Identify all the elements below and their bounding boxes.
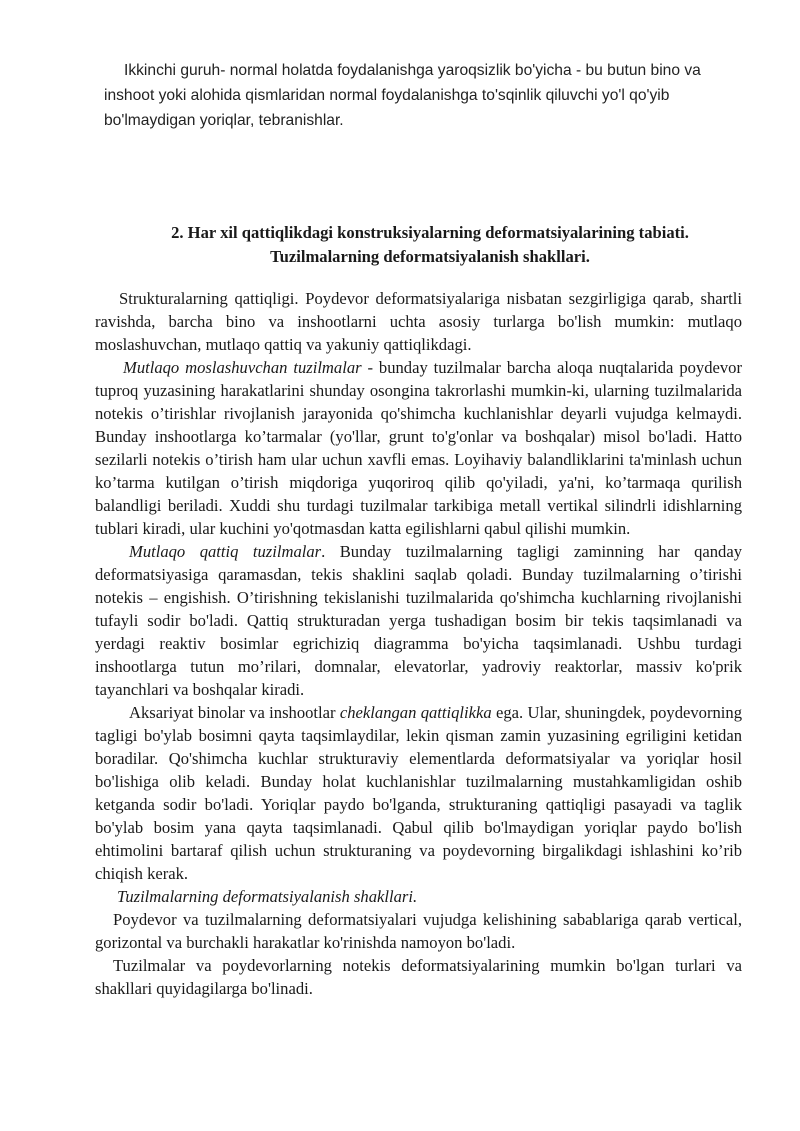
term-flexible-structures: Mutlaqo moslashuvchan tuzilmalar — [123, 358, 362, 377]
paragraph-rigid-text: . Bunday tuzilmalarning tagligi zaminning har qanday deformatsiyasiga qaramasdan, tekis shaklini saqlab qoladi. Bunday tuzilmalarning o’tirishi notekis – engishish. O’tirishning tekislanishi tuzilmalarida qo'shimcha kuchlarning rivojlanishi tufayli sodir bo'ladi. Qattiq strukturadan yerga tushadigan bosim bir tekis taqsimlanadi va yerdagi reaktiv bosimlar egrichiziq diagramma bo'yicha taqsimlanadi. Ushbu turdagi inshootlarga tutun mo’rilari, domnalar, elevatorlar, yadroviy reaktorlar, massiv ko'prik tayanchlari va boshqalar kiradi. — [95, 542, 743, 699]
section-heading-line-2: Tuzilmalarning deformatsiyalanish shakllari. — [270, 247, 590, 266]
paragraph-deformation-forms-title — [95, 885, 742, 908]
paragraph-limited-text: ega. Ular, shuningdek, poydevorning tagligi bo'ylab bosimni qayta taqsimlaydilar, lekin qisman zamin yuzasining egriligini ketidan boradilar. Qo'shimcha kuchlar strukturaviy elementlarda deformatsiyalar va yoriqlar hosil bo'lishiga olib keladi. Bunday holat kuchlanishlar tuzilmalarning mustahkamligidan oshib ketganda sodir bo'ladi. Yoriqlar paydo bo'lganda, strukturaning qattiqligi pasayadi va taglik bo'ylab bosim yana qayta taqsimlanadi. Qabul qilib bo'lmaydigan yoriqlar paydo bo'lish ehtimolini bartaraf qilish uchun strukturaning va poydevorning birgalikdagi ishlashini ko’rib chiqish kerak. — [95, 703, 743, 883]
term-deformation-forms: Tuzilmalarning deformatsiyalanish shakllari. — [117, 887, 418, 906]
paragraph-rigid-structures — [95, 540, 742, 701]
paragraph-flexible-structures — [95, 356, 742, 540]
paragraph-rigidity: Strukturalarning qattiqligi. Poydevor deformatsiyalariga nisbatan sezgirligiga qarab, shartli ravishda, barcha bino va inshootlarni uchta asosiy turlarga bo'lish mumkin: mutlaqo moslashuvchan, mutlaqo qattiq va yakuniy qattiqlikdagi. — [95, 289, 742, 354]
term-rigid-structures: Mutlaqo qattiq tuzilmalar — [129, 542, 322, 561]
paragraph-limited-start: Aksariyat binolar va inshootlar — [129, 703, 340, 722]
body-text — [95, 287, 742, 1000]
paragraph-flexible-text: - bunday tuzilmalar barcha aloqa nuqtalarida poydevor tuproq yuzasining harakatlarini shunday osongina takrorlashi mumkin-ki, ularning tuzilmalarida notekis o’tirishlar rivojlanish jarayonida qo'shimcha kuchlanishlar deyarli vujudga kelmaydi. Bunday inshootlarga ko’tarmalar (yo'llar, grunt to'g'onlar va boshqalar) misol bo'ladi. Hatto sezilarli notekis o’tirish ham ular uchun xavfli emas. Loyihaviy balandliklarini ta'minlash uchun ko’tarma kutilgan o’tirish miqdoriga yuqoriroq qilib qo'yiladi, ya'ni, ko’tarmaqa qurilish balandligi beriladi. Xuddi shu turdagi tuzilmalar tarkibiga metall vertikal silindrli idishlarning tublari kiradi, ular kuchini yo'qotmasdan katta egilishlarni qabul qilishi mumkin. — [95, 358, 742, 538]
section-heading-line-1: 2. Har xil qattiqlikdagi konstruksiyalarning deformatsiyalarining tabiati. — [171, 223, 689, 242]
paragraph-deformation-types: Tuzilmalar va poydevorlarning notekis deformatsiyalarining mumkin bo'lgan turlari va shakllari quyidagilarga bo'linadi. — [95, 956, 742, 998]
paragraph-limited-rigidity — [95, 701, 742, 885]
intro-paragraph-block — [104, 58, 744, 133]
intro-paragraph: Ikkinchi guruh- normal holatda foydalanishga yaroqsizlik bo'yicha - bu butun bino va inshoot yoki alohida qismlaridan normal foydalanishga to'sqinlik qiluvchi yo'l qo'yib bo'lmaydigan yoriqlar, tebranishlar. — [104, 62, 701, 129]
section-heading — [120, 221, 740, 269]
paragraph-deformation-causes: Poydevor va tuzilmalarning deformatsiyalari vujudga kelishining sabablariga qarab vertical, gorizontal va burchakli harakatlar ko'rinishda namoyon bo'ladi. — [95, 910, 742, 952]
term-limited-rigidity: cheklangan qattiqlikka — [339, 703, 492, 722]
